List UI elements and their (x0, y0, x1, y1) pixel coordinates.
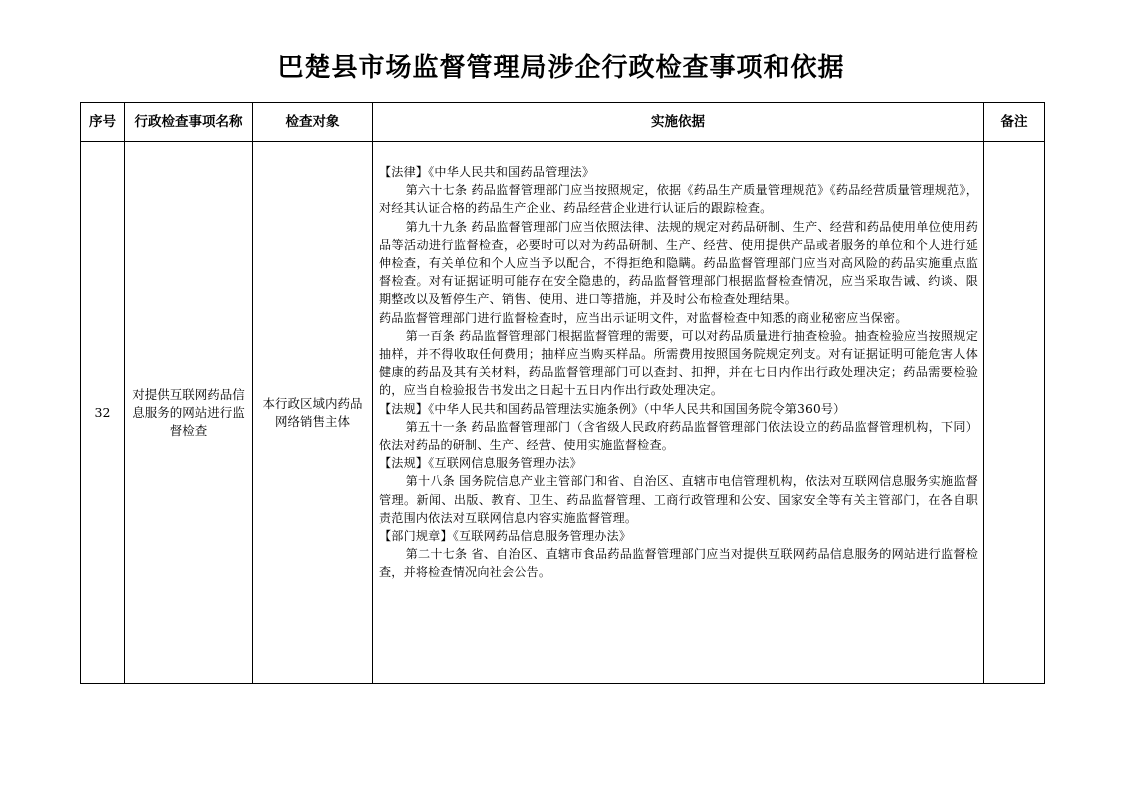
document-title: 巴楚县市场监督管理局涉企行政检查事项和依据 (277, 53, 845, 83)
basis-article-27: 第二十七条 省、自治区、直辖市食品药品监督管理部门应当对提供互联网药品信息服务的网站进行监督检查，并将检查情况向社会公告。 (379, 547, 978, 580)
row-seq: 32 (81, 142, 125, 684)
inspection-table (80, 102, 1045, 684)
basis-law-heading: 【法律】《中华人民共和国药品管理法》 (379, 165, 595, 179)
header-item-name: 行政检查事项名称 (125, 103, 253, 142)
basis-regulation-heading: 【法规】《中华人民共和国药品管理法实施条例》（中华人民共和国国务院令第360号） (379, 401, 846, 416)
header-target: 检查对象 (253, 103, 373, 142)
basis-article-99-confidentiality: 药品监督管理部门进行监督检查时，应当出示证明文件，对监督检查中知悉的商业秘密应当保密。 (379, 310, 908, 325)
header-basis: 实施依据 (373, 103, 984, 142)
basis-article-51: 第五十一条 药品监督管理部门（含省级人民政府药品监督管理部门依法设立的药品监督管理机构，下同）依法对药品的研制、生产、经营、使用实施监督检查。 (379, 419, 978, 453)
table-row (81, 142, 1045, 684)
row-item-name: 对提供互联网药品信息服务的网站进行监督检查 (125, 142, 253, 684)
basis-article-99: 第九十九条 药品监督管理部门应当依照法律、法规的规定对药品研制、生产、经营和药品使用单位使用药品等活动进行监督检查，必要时可以对为药品研制、生产、经营、使用提供产品或者服务的单位和个人进行延伸检查，有关单位和个人应当予以配合，不得拒绝和隐瞒。药品监督管理部门应当对高风险的药品实施重点监督检查。对有证据证明可能存在安全隐患的，药品监督管理部门根据监督检查情况，应当采取告诫、约谈、限期整改以及暂停生产、销售、使用、进口等措施，并及时公布检查处理结果。 (379, 219, 978, 307)
basis-internet-regulation-heading: 【法规】《互联网信息服务管理办法》 (379, 456, 582, 471)
row-target: 本行政区域内药品网络销售主体 (253, 142, 373, 684)
basis-article-100: 第一百条 药品监督管理部门根据监督管理的需要，可以对药品质量进行抽查检验。抽查检验应当按照规定抽样，并不得收取任何费用；抽样应当购买样品。所需费用按照国务院规定列支。对有证据证明可能危害人体健康的药品及其有关材料，药品监督管理部门可以查封、扣押，并在七日内作出行政处理决定；药品需要检验的，应当自检验报告书发出之日起十五日内作出行政处理决定。 (379, 328, 978, 398)
row-basis (373, 142, 984, 684)
header-remarks: 备注 (984, 103, 1045, 142)
basis-article-67: 第六十七条 药品监督管理部门应当按照规定，依据《药品生产质量管理规范》《药品经营质量管理规范》，对经其认证合格的药品生产企业、药品经营企业进行认证后的跟踪检查。 (379, 183, 978, 216)
basis-rule-heading: 【部门规章】《互联网药品信息服务管理办法》 (379, 529, 632, 544)
row-remarks (984, 142, 1045, 684)
header-seq: 序号 (81, 103, 125, 142)
table-header-row (81, 103, 1045, 142)
basis-article-18: 第十八条 国务院信息产业主管部门和省、自治区、直辖市电信管理机构，依法对互联网信息服务实施监督管理。新闻、出版、教育、卫生、药品监督管理、工商行政管理和公安、国家安全等有关主管部门，在各自职责范围内依法对互联网信息内容实施监督管理。 (379, 474, 978, 525)
